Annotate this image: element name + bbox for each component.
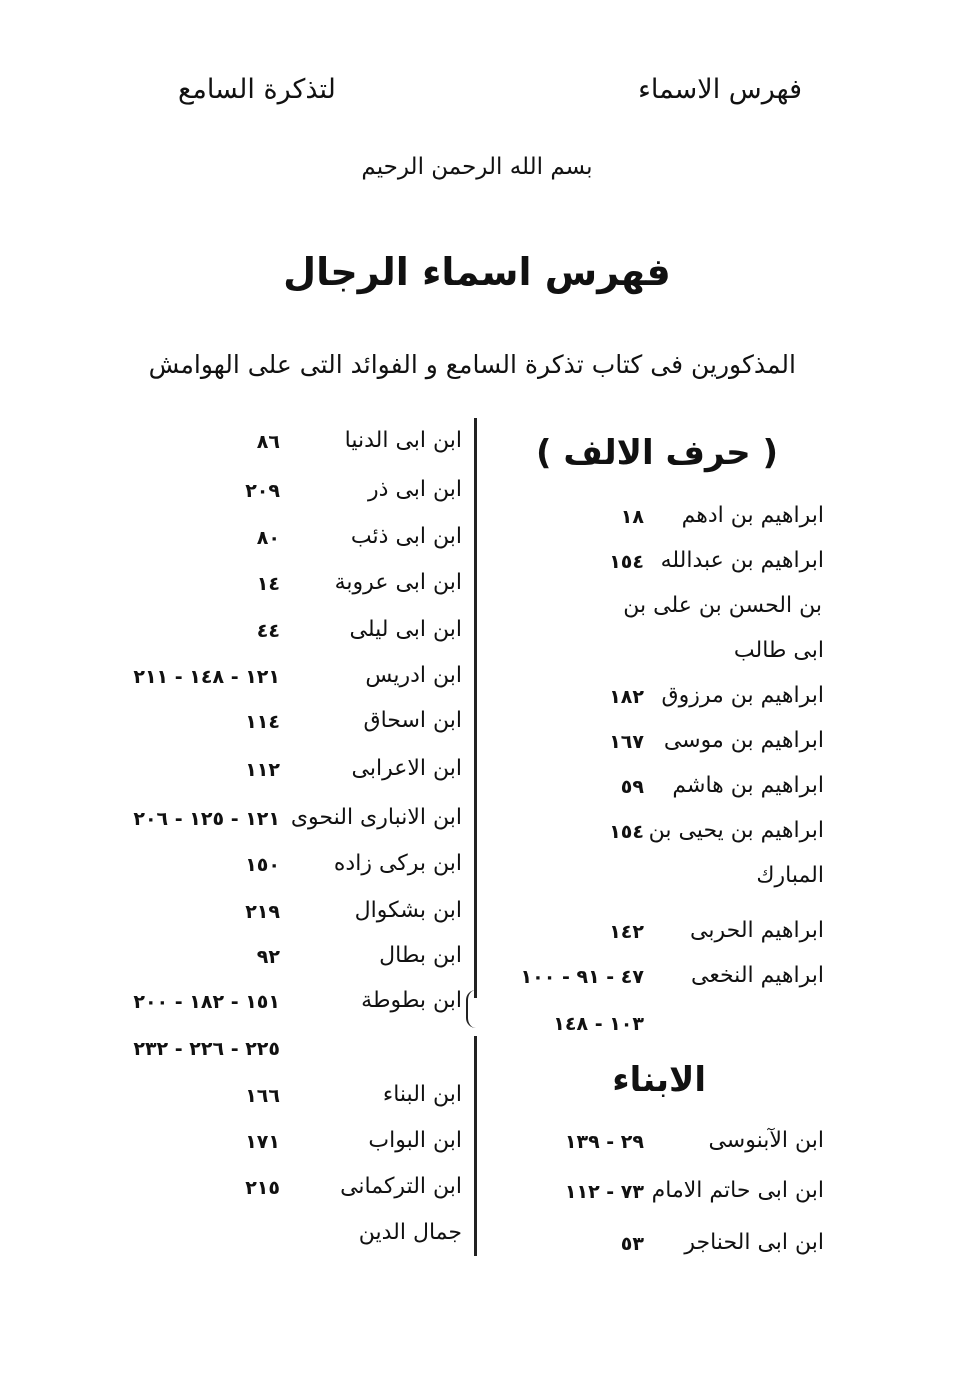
index-entry-pages: ١٤٢ bbox=[609, 921, 644, 943]
index-entry-pages: ١٨ bbox=[620, 506, 644, 528]
index-entry-pages: ٤٤ bbox=[256, 620, 280, 642]
index-entry-name: ابراهيم بن يحيى بن bbox=[648, 818, 824, 843]
index-entry-pages: ١٥٤ bbox=[609, 821, 644, 843]
index-entry-name: ابن بطال bbox=[379, 943, 462, 968]
index-entry-pages: ٢٠٩ bbox=[245, 480, 280, 502]
index-entry-name: ابن الآبنوسى bbox=[708, 1128, 824, 1153]
index-entry-pages-continued: ٢٢٥ - ٢٢٦ - ٢٣٢ bbox=[133, 1038, 280, 1060]
index-entry-name: ابن الانبارى النحوى bbox=[290, 805, 462, 830]
index-entry-name: ابن ابى حاتم الامام bbox=[651, 1178, 824, 1203]
index-entry-name: ابن اسحاق bbox=[363, 708, 462, 733]
index-entry-name: ابراهيم الحربى bbox=[690, 918, 824, 943]
index-entry-name: ابن ابى ذئب bbox=[350, 524, 462, 549]
index-entry-name: ابن الاعرابى bbox=[351, 756, 462, 781]
index-entry-pages: ١١٤ bbox=[245, 711, 280, 733]
index-entry-pages: ١٦٦ bbox=[245, 1085, 280, 1107]
index-entry-name: ابراهيم بن ادهم bbox=[681, 503, 824, 528]
index-entry-name: ابراهيم بن عبدالله bbox=[660, 548, 824, 573]
index-entry-pages: ٥٣ bbox=[620, 1233, 644, 1255]
index-entry-name: ابراهيم بن موسى bbox=[663, 728, 824, 753]
column-divider bbox=[474, 418, 477, 998]
header-book-title: لتذكرة السامع bbox=[178, 74, 336, 105]
index-entry-pages: ٤٧ - ٩١ - ١٠٠ bbox=[520, 966, 644, 988]
index-entry-pages: ١٧١ bbox=[245, 1131, 280, 1153]
index-entry-name: جمال الدين bbox=[358, 1220, 462, 1245]
index-entry-name: ابن البناء bbox=[382, 1082, 462, 1107]
index-entry-pages: ٨٠ bbox=[256, 527, 280, 549]
index-entry-name: ابن ابى ليلى bbox=[349, 617, 462, 642]
index-entry-name: ابن ابى الحناجر bbox=[684, 1230, 824, 1255]
section-heading-alif: ( حرف الالف ) bbox=[536, 433, 778, 473]
index-entry-pages-continued: ١٠٣ - ١٤٨ bbox=[553, 1013, 644, 1035]
index-entry-pages: ٨٦ bbox=[256, 431, 280, 453]
column-divider-lower bbox=[474, 1036, 477, 1256]
index-entry-pages: ٥٩ bbox=[620, 776, 644, 798]
index-entry-name: ابن ابى عروبة bbox=[334, 570, 462, 595]
index-entry-name: ابراهيم بن مرزوق bbox=[661, 683, 824, 708]
index-entry-pages: ١٥٤ bbox=[609, 551, 644, 573]
index-entry-pages: ٢١٩ bbox=[245, 901, 280, 923]
index-entry-name: ابن بطوطة bbox=[361, 988, 462, 1013]
index-entry-name: ابن التركمانى bbox=[340, 1174, 462, 1199]
page-subtitle: المذكورين فى كتاب تذكرة السامع و الفوائد التى على الهوامش bbox=[148, 350, 796, 379]
index-entry-name: ابى طالب bbox=[733, 638, 824, 663]
section-heading-abna: الابناء bbox=[612, 1060, 706, 1100]
index-entry-pages: ١٦٧ bbox=[609, 731, 644, 753]
header-index-title: فهرس الاسماء bbox=[638, 74, 802, 105]
index-entry-name: ابراهيم النخعى bbox=[691, 963, 824, 988]
index-entry-pages: ١٢١ - ١٢٥ - ٢٠٦ bbox=[133, 808, 280, 830]
index-entry-pages: ١٥١ - ١٨٢ - ٢٠٠ bbox=[133, 991, 280, 1013]
index-entry-name: ابن بشكوال bbox=[354, 898, 462, 923]
index-entry-pages: ١١٢ bbox=[245, 759, 280, 781]
page-title: فهرس اسماء الرجال bbox=[283, 250, 671, 294]
index-entry-pages: ٧٣ - ١١٢ bbox=[564, 1181, 644, 1203]
index-entry-name: ابن بركى زاده bbox=[333, 851, 462, 876]
index-entry-pages: ٢٩ - ١٣٩ bbox=[564, 1131, 644, 1153]
index-entry-name: ابن ادريس bbox=[365, 663, 462, 688]
index-entry-name: بن الحسن بن على بن bbox=[623, 593, 822, 618]
index-entry-name: ابراهيم بن هاشم bbox=[672, 773, 824, 798]
basmala: بسم الله الرحمن الرحيم bbox=[361, 154, 593, 180]
index-entry-name: ابن ابى ذر bbox=[368, 477, 462, 502]
index-entry-pages: ٢١٥ bbox=[245, 1177, 280, 1199]
index-entry-pages: ١٢١ - ١٤٨ - ٢١١ bbox=[133, 666, 280, 688]
continuation-bracket bbox=[466, 990, 478, 1028]
index-entry-pages: ٩٢ bbox=[256, 946, 280, 968]
index-entry-name: المبارك bbox=[756, 863, 824, 888]
index-entry-name: ابن ابى الدنيا bbox=[344, 428, 462, 453]
index-entry-pages: ١٨٢ bbox=[609, 686, 644, 708]
index-entry-pages: ١٥٠ bbox=[245, 854, 280, 876]
index-entry-name: ابن البواب bbox=[368, 1128, 462, 1153]
index-entry-pages: ١٤ bbox=[256, 573, 280, 595]
